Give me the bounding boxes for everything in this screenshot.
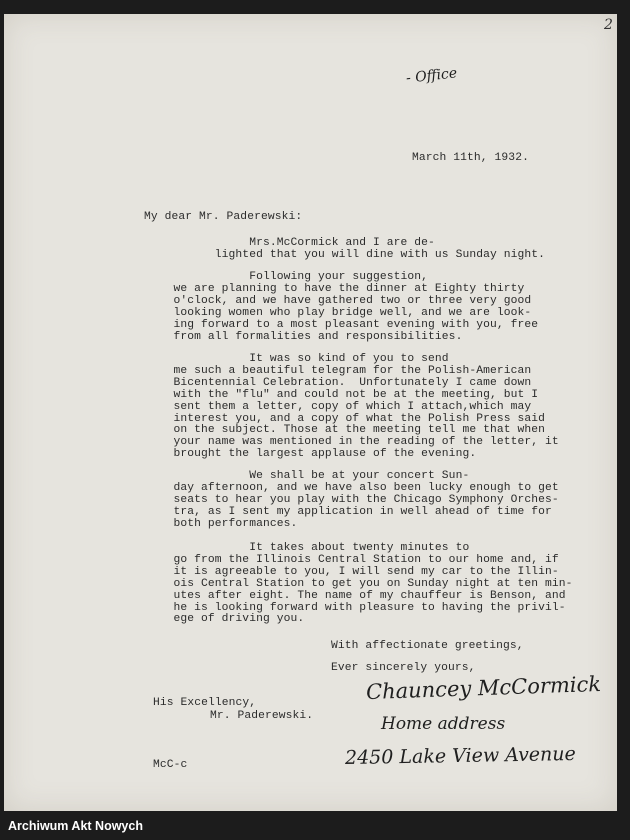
paragraph-5: It takes about twenty minutes to go from the Illinois Central Station to our home and, if it is agreeable to you, I will send my car to the Illin- ois Central Station to get you on Sunday night at ten min- utes after eight. The name of my chauffeur is Benson, and he is looking forward with pleasure to having the privil- ege of driving you. xyxy=(173,542,573,626)
letter-date: March 11th, 1932. xyxy=(412,152,529,164)
handwritten-street-address: 2450 Lake View Avenue xyxy=(344,742,576,770)
paragraph-1: Mrs.McCormick and I are de- lighted that you will dine with us Sunday night. xyxy=(214,237,545,261)
addressee-line-1: His Excellency, xyxy=(153,697,257,709)
paragraph-3: It was so kind of you to send me such a beautiful telegram for the Polish-American Bicentennial Celebration. Unfortunately I came down with the "flu" and could not be at the meeting, but I sent them a letter, copy of which I attach,which may interest you, and a copy of what the Polish Press said on the subject. Those at the meeting tell me that when your name was mentioned in the reading of the letter, it brought the largest applause of the evening. xyxy=(173,353,559,461)
signature: Chauncey McCormick xyxy=(365,671,602,705)
closing: With affectionate greetings, xyxy=(331,640,524,652)
salutation: My dear Mr. Paderewski: xyxy=(144,211,303,223)
archive-label: Archiwum Akt Nowych xyxy=(8,819,143,833)
page-number: 2 xyxy=(604,17,613,33)
typist-initials: McC-c xyxy=(153,759,188,771)
paragraph-4: We shall be at your concert Sun- day afternoon, and we have also been lucky enough to get seats to hear you play with the Chicago Symphony Orches- tra, as I sent my application in well ahead of time for both performances. xyxy=(173,470,559,530)
archive-footer xyxy=(0,811,630,840)
paragraph-2: Following your suggestion, we are planning to have the dinner at Eighty thirty o'clock, and we have gathered two or three very good looking women who play bridge well, and we are look- ing forward to a most pleasant evening with you, free from all formalities and responsibilities. xyxy=(173,271,539,343)
addressee-line-2: Mr. Paderewski. xyxy=(210,710,314,722)
handwritten-home-address: Home address xyxy=(381,714,506,734)
sign-off: Ever sincerely yours, xyxy=(331,662,476,674)
office-note: - Office xyxy=(405,65,458,87)
